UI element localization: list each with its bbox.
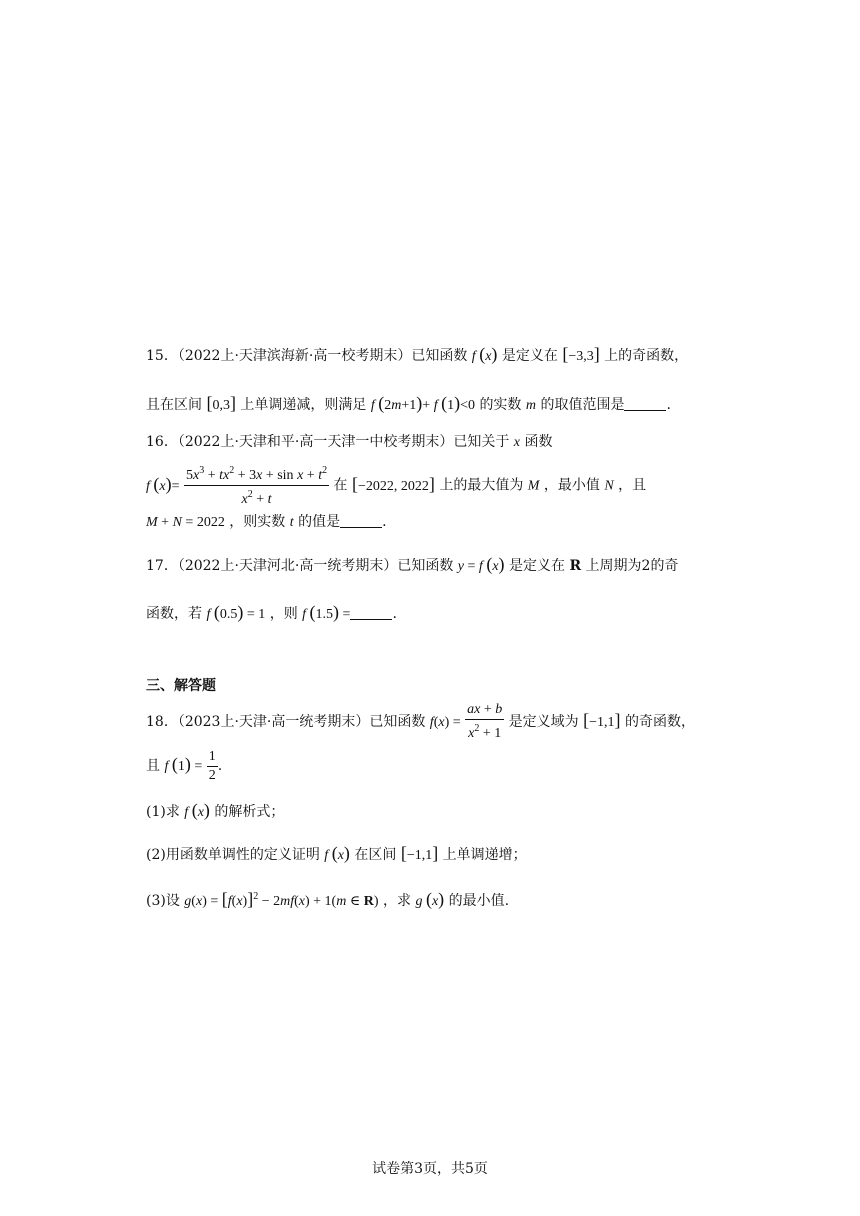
math-x: x: [513, 435, 521, 450]
q18-part3: (3)设 $g(x) = [f(x)]^2 - 2mf(x) + 1(m$ ∈ R) ，求 g (x) 的最小值.: [146, 889, 510, 909]
math-fx: f(x) =: [429, 715, 461, 730]
math-interval: [−2022, 2022]: [351, 473, 435, 494]
q18-line1: 18．（2023上·天津·高一统考期末）已知函数 f(x) = $\frac{ax + b}{x^2 + 1}$ 是定义域为 [−1,1] 的奇函数，: [146, 702, 695, 741]
math-fraction: $\frac{ax + b}{x^2 + 1}$: [467, 702, 503, 741]
math-interval: [−1,1]: [583, 710, 621, 730]
math-t: t: [289, 515, 294, 530]
section-heading: 三、解答题: [146, 678, 216, 694]
q18-part1: (1)求 f (x) 的解析式；: [146, 800, 285, 820]
math-N: N: [604, 478, 614, 494]
q17-line1: 17．（2022上·天津河北·高一统考期末）已知函数 y = f (x) 是定义在 R 上周期为2的奇: [146, 554, 679, 574]
q15-line1: 15．（2022上·天津滨海新·高一校考期末）已知函数 f (x) 是定义在 [−3,3] 上的奇函数，: [146, 344, 689, 364]
math-yfx: y = f (x): [457, 554, 505, 574]
answer-blank[interactable]: [340, 513, 382, 528]
math-fx: f (x)=: [146, 473, 180, 494]
math-f15: f (1.5) =: [302, 602, 351, 622]
math-fx: f (x): [324, 843, 350, 863]
q18-line2: 且 f (1) = $\frac{1}{2}$ .: [146, 748, 223, 783]
math-f1: f (1) =: [164, 754, 203, 774]
math-f05: f (0.5) = 1: [206, 602, 266, 622]
q15-text: 15．（2022上·天津滨海新·高一校考期末）已知函数: [146, 348, 468, 364]
answer-blank[interactable]: [350, 605, 392, 620]
math-interval: [−3,3]: [562, 344, 600, 364]
math-interval: [−1,1]: [400, 843, 439, 863]
math-gx: $g(x) = [f(x)]^2 - 2mf(x) + 1(m$ ∈ R): [184, 889, 379, 909]
q15-line2: 且在区间 [0,3] 上单调递减，则满足 f (2m+1)+ f (1)<0 的实数 m 的取值范围是 .: [146, 393, 671, 413]
math-M: M: [527, 478, 540, 494]
q16-line3: M + N = 2022 ，则实数 t 的值是 .: [146, 514, 387, 530]
math-m: m: [525, 398, 537, 413]
math-gx: g (x): [415, 889, 445, 909]
math-R: R: [569, 558, 582, 574]
math-fx: f (x): [471, 344, 498, 364]
math-fraction: $\frac{5x^3 + tx^2 + 3x + \sin x + t^2}{x^2 + t}$: [184, 462, 329, 509]
q16-line2: f (x)= $\frac{5x^3 + tx^2 + 3x + \sin x + t^2}{x^2 + t}$ 在 [−2022, 2022] 上的最大值为 M ，最小值 N ，且: [146, 462, 646, 509]
math-fraction: $\frac{1}{2}$: [208, 748, 216, 783]
q16-line1: 16．（2022上·天津和平·高一天津一中校考期末）已知关于 x 函数: [146, 434, 553, 450]
q18-part2: (2)用函数单调性的定义证明 f (x) 在区间 [−1,1] 上单调递增；: [146, 843, 527, 863]
math-sum: M + N = 2022: [146, 515, 225, 530]
math-fx: f (x): [184, 800, 210, 820]
q17-line2: 函数，若 f (0.5) = 1 ，则 f (1.5) = .: [146, 602, 397, 622]
math-inequality: f (2m+1)+ f (1)<0: [370, 393, 475, 413]
math-interval: [0,3]: [206, 393, 236, 413]
answer-blank[interactable]: [624, 396, 666, 411]
page-footer: 试卷第3页，共5页: [372, 1161, 488, 1177]
